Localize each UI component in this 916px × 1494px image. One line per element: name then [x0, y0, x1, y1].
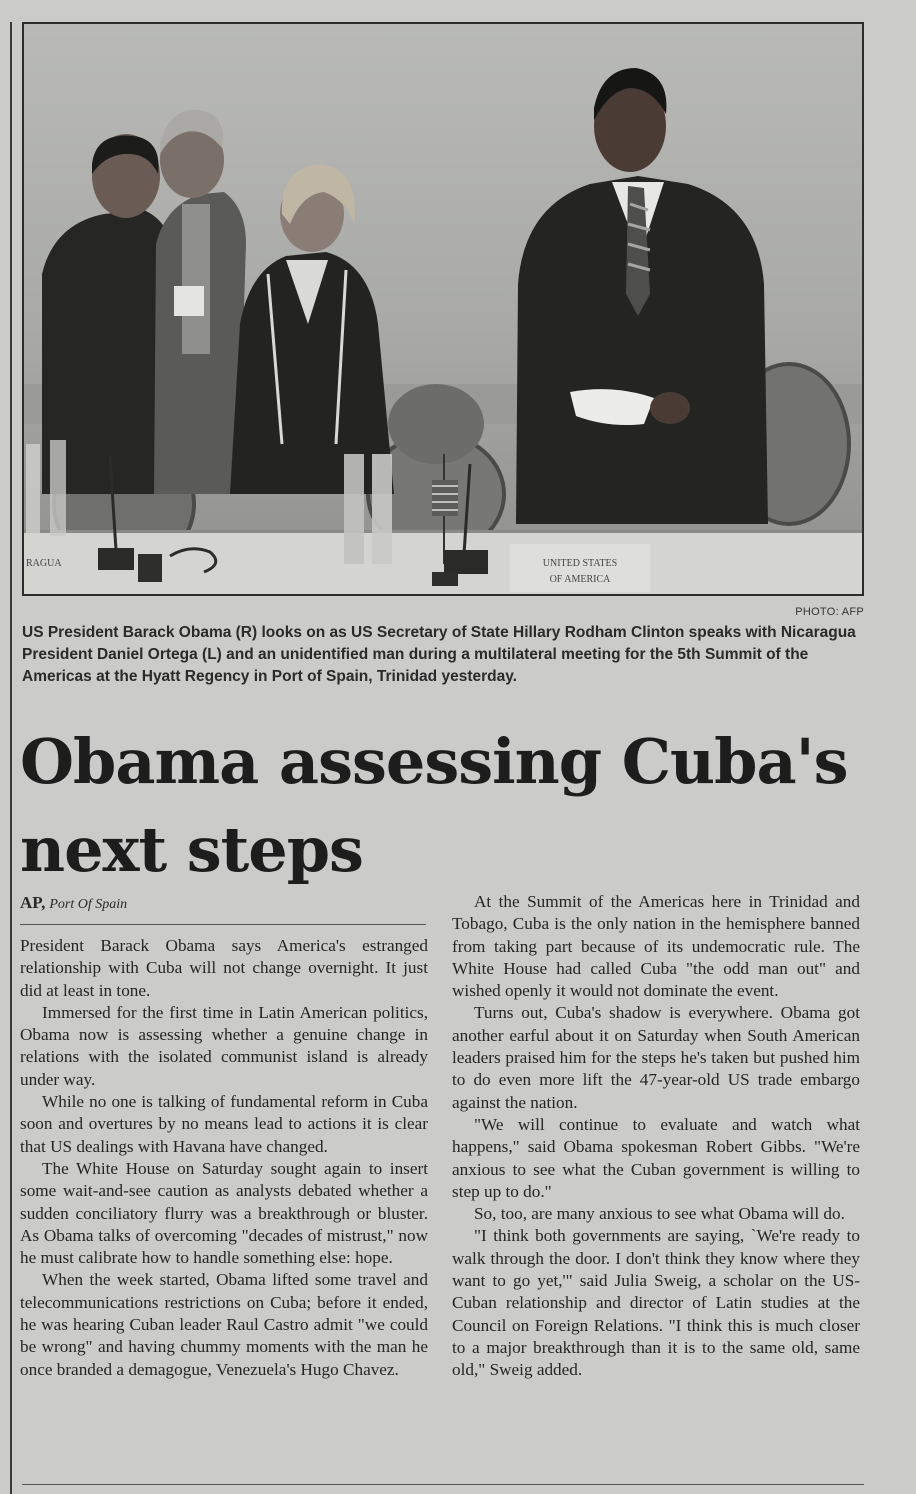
- photo-caption: US President Barack Obama (R) looks on as US Secretary of State Hillary Rodham Clinton speaks with Nicaragua President Daniel Ortega (L) and an unidentified man during a multilateral meeting for the 5th Summit of the Americas at the Hyatt Regency in Port of Spain, Trinidad yesterday.: [22, 624, 856, 685]
- paragraph: Turns out, Cuba's shadow is everywhere. Obama got another earful about it on Saturday when South American leaders praised him for the steps he's taken but pushed him to do even more lift the 47-year-old US trade embargo against the nation.: [452, 1003, 860, 1112]
- news-photo: [22, 22, 864, 596]
- paragraph: President Barack Obama says America's estranged relationship with Cuba will not change overnight. It just did at least in tone.: [20, 936, 428, 1000]
- placard-right-text-2: OF AMERICA: [549, 574, 611, 585]
- paragraph: "We will continue to evaluate and watch what happens," said Obama spokesman Robert Gibbs. "We're anxious to see what the Cuban government is willing to step up to do.": [452, 1114, 860, 1201]
- paragraph: Immersed for the first time in Latin American politics, Obama now is assessing whether a genuine change in relations with the isolated communist island is already under way.: [20, 1002, 428, 1089]
- photo-credit: PHOTO: AFP: [795, 606, 864, 618]
- byline-source: AP,: [20, 893, 46, 912]
- bottom-rule: [22, 1484, 864, 1485]
- paragraph: "I think both governments are saying, `We're ready to walk through the door. I don't think they know where they want to go yet,'" said Julia Sweig, a scholar on the US-Cuban relationship and director of Latin studies at the Council on Foreign Relations. "I think this is much closer to a major breakthrough than it is to the same old, same old," Sweig added.: [452, 1226, 860, 1380]
- byline: [20, 893, 426, 913]
- placard-right-text-1: UNITED STATES: [542, 558, 618, 569]
- paragraph: While no one is talking of fundamental reform in Cuba soon and overtures by no means lead to actions it is clear that US dealings with Havana have changed.: [20, 1092, 428, 1156]
- byline-location: Port Of Spain: [49, 897, 128, 912]
- headline: Obama assessing Cuba's next steps: [20, 725, 848, 886]
- paragraph: So, too, are many anxious to see what Obama will do.: [474, 1204, 845, 1224]
- byline-rule: [20, 924, 426, 925]
- paragraph: At the Summit of the Americas here in Trinidad and Tobago, Cuba is the only nation in the hemisphere banned from taking part because of its undemocratic rule. The White House had called Cuba "the odd man out" and wished openly it would not dominate the event.: [452, 892, 860, 1001]
- paragraph: The White House on Saturday sought again to insert some wait-and-see caution as analysts debated whether a sudden conciliatory flurry was a breakthrough or bluster. As Obama talks of overcoming "decades of mistrust," now he must calibrate how to handle something else: hope.: [20, 1158, 428, 1268]
- paragraph: When the week started, Obama lifted some travel and telecommunications restrictions on Cuba; before it ended, he was hearing Cuban leader Raul Castro admit "we could be wrong" and having chummy moments with the man he once branded a demagogue, Venezuela's Hugo Chavez.: [20, 1270, 428, 1379]
- placard-left-text: RAGUA: [26, 558, 62, 569]
- column-rule-left: [10, 22, 12, 1494]
- article-column-2: [452, 891, 860, 1382]
- article-column-1: [20, 935, 428, 1381]
